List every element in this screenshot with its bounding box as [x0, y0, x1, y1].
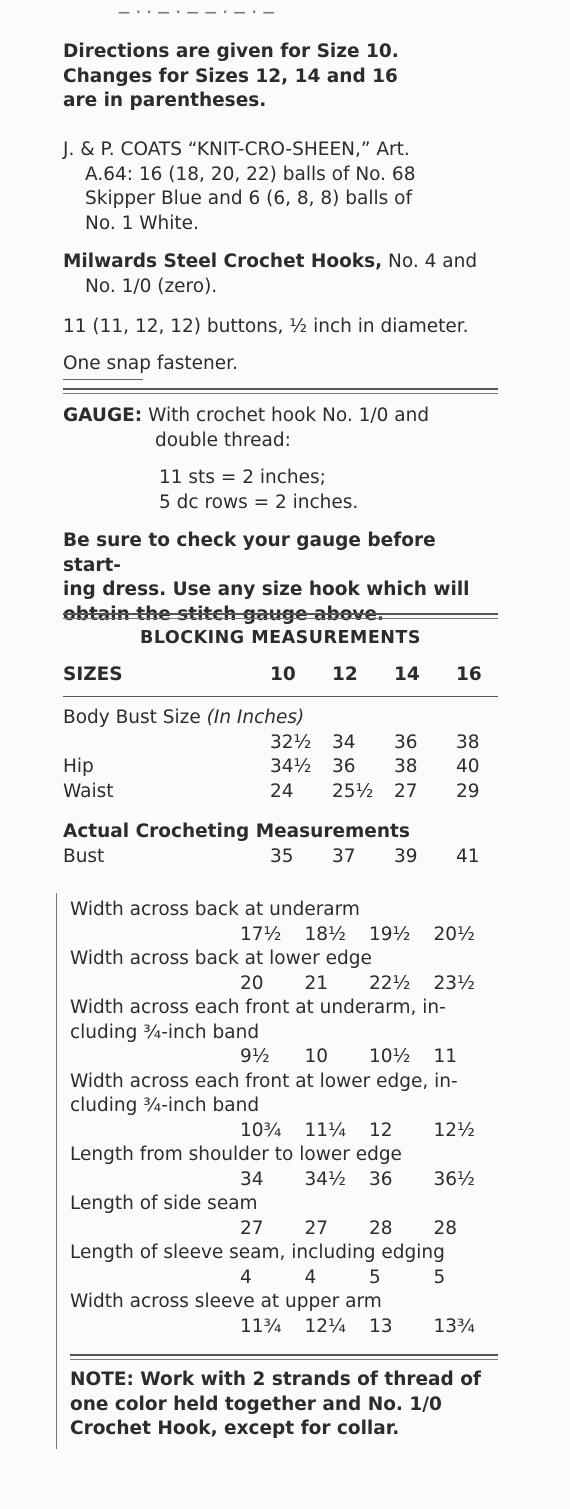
- actual-bust-label: Bust: [63, 845, 105, 867]
- intro-line: Directions are given for Size 10.: [63, 41, 399, 62]
- value: 22½: [369, 972, 411, 994]
- value: 5: [433, 1266, 446, 1288]
- gauge-text: With crochet hook No. 1/0 and: [142, 405, 430, 426]
- section-rule: [63, 613, 498, 619]
- value: 40: [456, 756, 480, 777]
- intro-line: are in parentheses.: [63, 90, 267, 111]
- hooks-block: [63, 250, 498, 299]
- value: 10: [304, 1046, 329, 1067]
- value: 25½: [332, 780, 374, 802]
- note-rule: [70, 1354, 498, 1360]
- value: 34: [240, 1168, 264, 1190]
- value: 4: [240, 1266, 252, 1288]
- waist-label: Waist: [63, 780, 114, 802]
- measurement-values: [70, 923, 498, 948]
- value: 12½: [433, 1119, 475, 1141]
- value: 9½: [240, 1046, 270, 1067]
- blocking-title: BLOCKING MEASUREMENTS: [140, 628, 421, 648]
- measurement-label: Width across each front at lower edge, in-: [70, 1070, 458, 1092]
- value: 34: [332, 731, 356, 753]
- measurement-label: Length of side seam: [70, 1193, 258, 1214]
- header-rule: [63, 696, 498, 697]
- measurement-label: Width across sleeve at upper arm: [70, 1291, 382, 1312]
- value: 10¾: [240, 1119, 282, 1141]
- measurement-label: Width across each front at underarm, in-: [70, 997, 446, 1018]
- note-line: Crochet Hook, except for collar.: [70, 1418, 400, 1439]
- note-line: one color held together and No. 1/0: [70, 1393, 442, 1415]
- measurement-label: Width across back at lower edge: [70, 948, 372, 969]
- measurement-values: [70, 1266, 498, 1291]
- value: 19½: [369, 923, 411, 945]
- gauge-label: GAUGE:: [63, 405, 143, 426]
- measurement-label: Length of sleeve seam, including edging: [70, 1242, 445, 1263]
- value: 27: [240, 1217, 264, 1239]
- measurement-item: [70, 1070, 498, 1144]
- measurement-label: Length from shoulder to lower edge: [70, 1144, 402, 1165]
- value: 36: [394, 731, 418, 753]
- body-title-line: [63, 706, 498, 731]
- value: 13¾: [433, 1315, 475, 1337]
- size-14: 14: [394, 664, 420, 685]
- value: 27: [394, 780, 418, 802]
- cropped-top-line: — · · — · — — · — · —: [118, 8, 276, 17]
- value: 37: [332, 845, 356, 867]
- value: 36½: [433, 1168, 475, 1190]
- thread-line: Skipper Blue and 6 (6, 8, 8) balls of: [85, 188, 412, 209]
- measurement-item: [70, 996, 498, 1070]
- value: 11: [433, 1046, 458, 1067]
- actual-bust-row: [63, 845, 498, 870]
- snap-line: One snap fastener.: [63, 353, 238, 374]
- sizes-row: [63, 663, 498, 688]
- measurement-values: [70, 1315, 498, 1340]
- value: 38: [394, 756, 418, 777]
- measurement-item: [70, 1290, 498, 1339]
- gauge-block: [63, 404, 498, 515]
- gauge-sts: 11 sts = 2 inches;: [159, 467, 326, 488]
- box-left-rule: [56, 893, 57, 1449]
- value: 10½: [369, 1046, 411, 1067]
- measurement-values: [70, 1045, 498, 1070]
- measurement-values: [70, 1168, 498, 1193]
- measurements-list: [70, 898, 498, 1339]
- hip-label: Hip: [63, 756, 94, 777]
- value: 11¾: [240, 1315, 282, 1337]
- hooks-text: No. 4 and: [382, 251, 478, 272]
- check-line: Be sure to check your gauge before start-: [63, 530, 436, 576]
- gauge-line: double thread:: [155, 429, 291, 451]
- check-line: obtain the stitch gauge above.: [63, 603, 385, 625]
- hip-row: [63, 755, 498, 780]
- measurement-item: [70, 947, 498, 996]
- value: 36: [369, 1168, 393, 1190]
- size-12: 12: [332, 664, 358, 685]
- measurement-item: [70, 1192, 498, 1241]
- value: 11¼: [304, 1119, 346, 1141]
- value: 24: [270, 780, 294, 802]
- hooks-line: [63, 250, 498, 275]
- measurement-item: [70, 1241, 498, 1290]
- value: 20½: [433, 923, 475, 945]
- sizes-label: SIZES: [63, 664, 123, 685]
- measurement-values: [70, 1119, 498, 1144]
- hooks-line: No. 1/0 (zero).: [85, 275, 218, 297]
- note-block: [70, 1368, 498, 1442]
- gauge-rows: 5 dc rows = 2 inches.: [159, 491, 359, 513]
- value: 41: [456, 845, 480, 867]
- note-line: NOTE: Work with 2 strands of thread of: [70, 1369, 481, 1390]
- body-unit: (In Inches): [206, 707, 305, 728]
- value: 29: [456, 780, 480, 802]
- value: 36: [332, 756, 356, 777]
- actual-block: [63, 820, 498, 869]
- value: 12: [369, 1119, 393, 1141]
- measurement-label: cluding ¾-inch band: [70, 1021, 260, 1043]
- check-line: ing dress. Use any size hook which will: [63, 579, 470, 600]
- thread-line: No. 1 White.: [85, 212, 199, 234]
- gauge-line: [63, 404, 498, 429]
- body-title: Body Bust Size: [63, 707, 201, 728]
- value: 35: [270, 845, 294, 867]
- actual-title: Actual Crocheting Measurements: [63, 821, 410, 842]
- thread-line: A.64: 16 (18, 20, 22) balls of No. 68: [85, 163, 416, 185]
- value: 28: [369, 1217, 393, 1239]
- section-rule: [63, 388, 498, 394]
- measurement-item: [70, 898, 498, 947]
- value: 27: [304, 1217, 329, 1239]
- value: 38: [456, 731, 480, 753]
- value: 5: [369, 1266, 381, 1288]
- value: 13: [369, 1315, 393, 1337]
- body-sizes: [63, 706, 498, 804]
- value: 34½: [304, 1168, 346, 1190]
- sizes-header: [63, 663, 498, 688]
- measurement-values: [70, 972, 498, 997]
- waist-row: [63, 780, 498, 805]
- value: 4: [304, 1266, 317, 1288]
- value: 21: [304, 972, 329, 994]
- measurement-values: [70, 1217, 498, 1242]
- value: 32½: [270, 731, 312, 753]
- measurement-label: Width across back at underarm: [70, 899, 360, 920]
- short-rule: [63, 379, 498, 380]
- value: 34½: [270, 756, 312, 777]
- materials-block: [63, 138, 498, 236]
- value: 20: [240, 972, 264, 994]
- intro-block: [63, 40, 498, 114]
- value: 12¼: [304, 1315, 346, 1337]
- thread-line: J. & P. COATS “KNIT-CRO-SHEEN,” Art.: [63, 139, 410, 160]
- buttons-line: 11 (11, 12, 12) buttons, ½ inch in diameter.: [63, 316, 469, 337]
- size-16: 16: [456, 664, 482, 685]
- value: 17½: [240, 923, 282, 945]
- bust-row: [63, 731, 498, 756]
- intro-line: Changes for Sizes 12, 14 and 16: [63, 65, 398, 87]
- hooks-bold: Milwards Steel Crochet Hooks,: [63, 251, 383, 272]
- value: 39: [394, 845, 418, 867]
- value: 23½: [433, 972, 475, 994]
- value: 18½: [304, 923, 346, 945]
- value: 28: [433, 1217, 458, 1239]
- size-10: 10: [270, 664, 296, 685]
- measurement-label: cluding ¾-inch band: [70, 1095, 260, 1116]
- measurement-item: [70, 1143, 498, 1192]
